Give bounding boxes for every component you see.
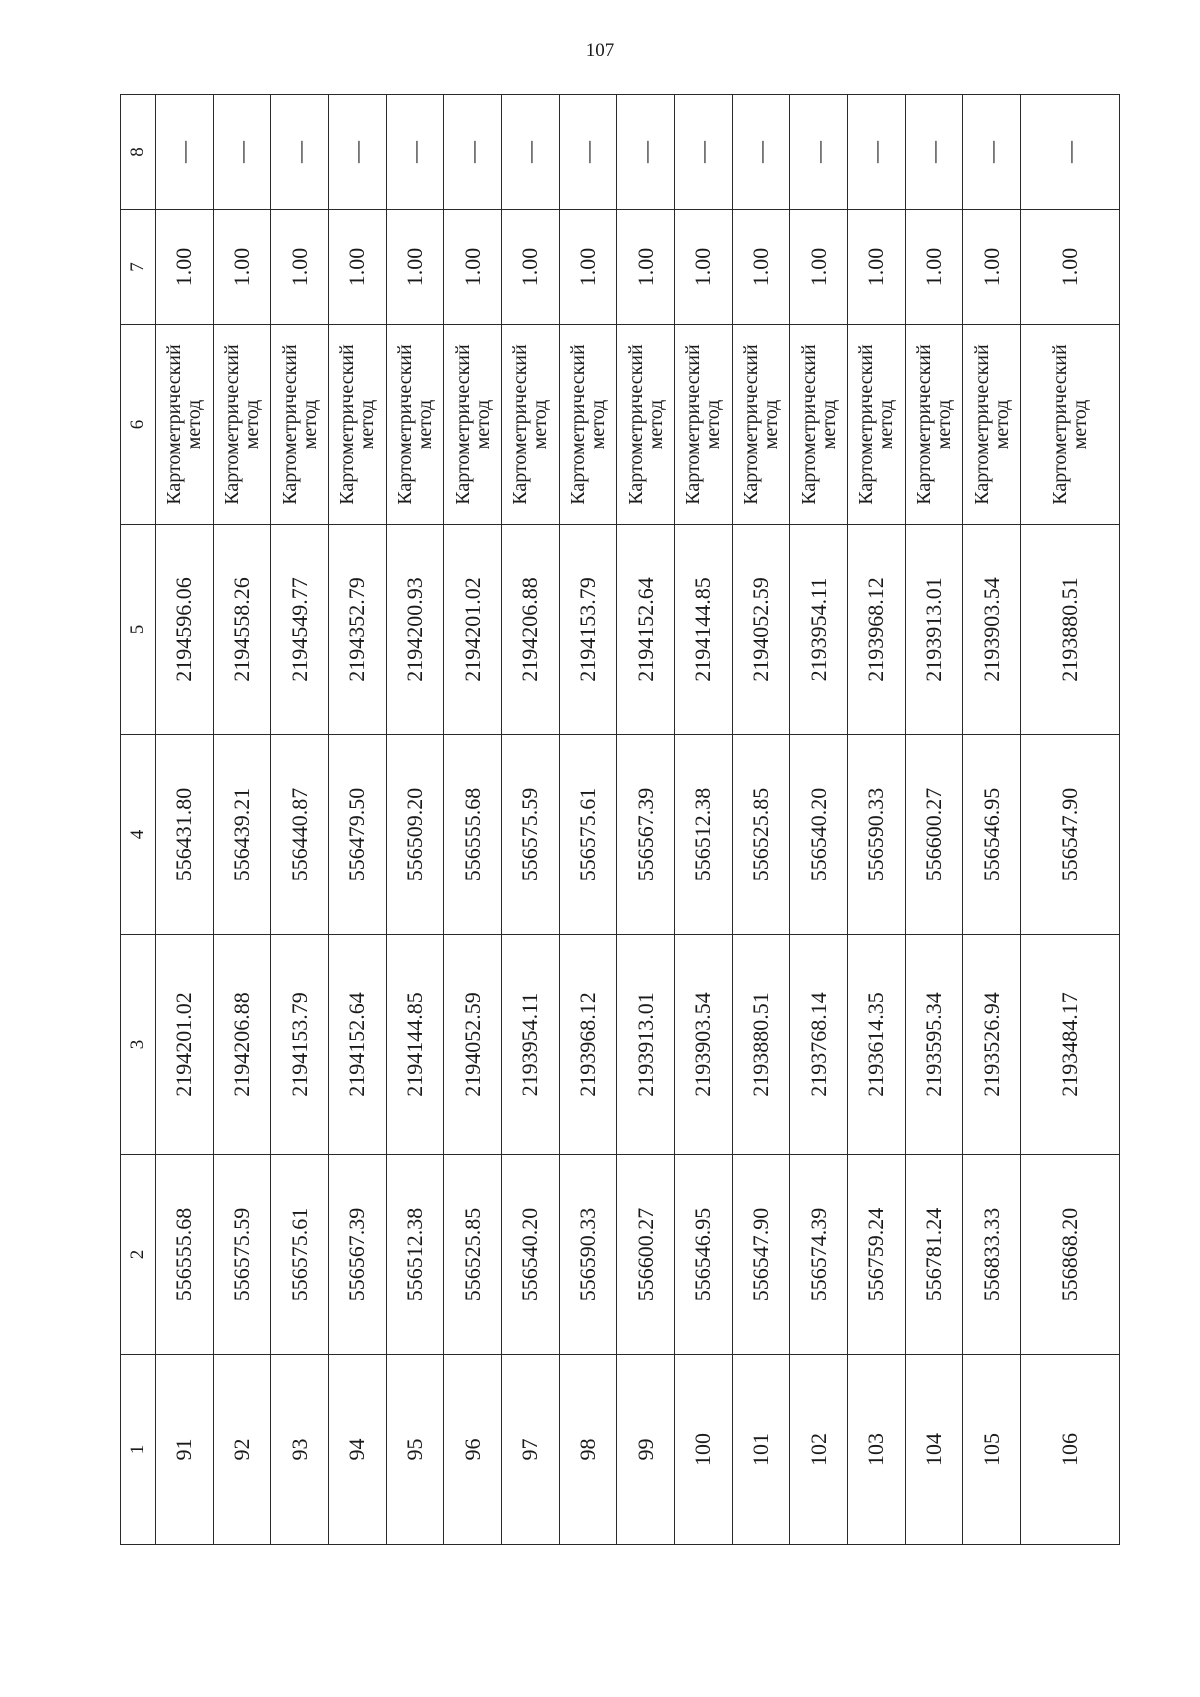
y-start-cell: 2193614.35 (847, 935, 905, 1155)
y-end-cell: 2193968.12 (847, 525, 905, 735)
y-start-cell: 2193954.11 (501, 935, 559, 1155)
note-cell: — (963, 95, 1021, 210)
table-row (386, 95, 444, 1545)
point-number-cell: 96 (444, 1355, 502, 1545)
method-line-2: метод (932, 399, 955, 450)
x-start-cell: 556547.90 (732, 1155, 790, 1355)
method-line-2: метод (356, 399, 379, 450)
x-start-cell: 556540.20 (501, 1155, 559, 1355)
method-cell (790, 325, 848, 525)
method-line-2: метод (990, 399, 1013, 450)
x-start-cell: 556512.38 (386, 1155, 444, 1355)
method-line-1: Картометрический (970, 344, 993, 505)
method-line-2: метод (413, 399, 436, 450)
method-line-2: метод (240, 399, 263, 450)
method-cell (213, 325, 271, 525)
x-end-cell: 556546.95 (963, 735, 1021, 935)
x-end-cell: 556431.80 (156, 735, 214, 935)
point-number-cell: 95 (386, 1355, 444, 1545)
y-start-cell: 2194152.64 (328, 935, 386, 1155)
accuracy-cell: 1.00 (1020, 210, 1119, 325)
point-number-cell: 98 (559, 1355, 617, 1545)
x-end-cell: 556567.39 (617, 735, 675, 935)
point-number-cell: 104 (905, 1355, 963, 1545)
page-number: 107 (585, 40, 615, 61)
method-cell (674, 325, 732, 525)
note-cell: — (617, 95, 675, 210)
method-line-1: Картометрический (855, 344, 878, 505)
x-end-cell: 556540.20 (790, 735, 848, 935)
x-end-cell: 556575.59 (501, 735, 559, 935)
note-cell: — (156, 95, 214, 210)
y-start-cell: 2193484.17 (1020, 935, 1119, 1155)
y-start-cell: 2194153.79 (271, 935, 329, 1155)
point-number-cell: 105 (963, 1355, 1021, 1545)
x-end-cell: 556547.90 (1020, 735, 1119, 935)
accuracy-cell: 1.00 (559, 210, 617, 325)
x-end-cell: 556509.20 (386, 735, 444, 935)
x-start-cell: 556759.24 (847, 1155, 905, 1355)
table-row (790, 95, 848, 1545)
x-end-cell: 556479.50 (328, 735, 386, 935)
x-start-cell: 556555.68 (156, 1155, 214, 1355)
point-number-cell: 99 (617, 1355, 675, 1545)
x-end-cell: 556525.85 (732, 735, 790, 935)
method-cell (1020, 325, 1119, 525)
method-line-2: метод (183, 399, 206, 450)
y-end-cell: 2194144.85 (674, 525, 732, 735)
method-line-1: Картометрический (451, 344, 474, 505)
method-line-1: Картометрический (393, 344, 416, 505)
method-line-1: Картометрический (1048, 344, 1071, 505)
accuracy-cell: 1.00 (674, 210, 732, 325)
x-end-cell: 556590.33 (847, 735, 905, 935)
method-cell (271, 325, 329, 525)
method-cell (963, 325, 1021, 525)
x-start-cell: 556525.85 (444, 1155, 502, 1355)
point-number-cell: 91 (156, 1355, 214, 1545)
x-end-cell: 556555.68 (444, 735, 502, 935)
method-cell (617, 325, 675, 525)
point-number-cell: 92 (213, 1355, 271, 1545)
table-row (617, 95, 675, 1545)
y-end-cell: 2194558.26 (213, 525, 271, 735)
method-line-2: метод (1068, 399, 1091, 450)
method-line-2: метод (298, 399, 321, 450)
y-end-cell: 2194549.77 (271, 525, 329, 735)
x-start-cell: 556781.24 (905, 1155, 963, 1355)
table-row (963, 95, 1021, 1545)
point-number-cell: 100 (674, 1355, 732, 1545)
point-number-cell: 106 (1020, 1355, 1119, 1545)
table-row (444, 95, 502, 1545)
y-end-cell: 2194352.79 (328, 525, 386, 735)
method-cell (328, 325, 386, 525)
table-body (156, 95, 1120, 1545)
method-line-2: метод (586, 399, 609, 450)
x-start-cell: 556574.39 (790, 1155, 848, 1355)
accuracy-cell: 1.00 (847, 210, 905, 325)
note-cell: — (501, 95, 559, 210)
header-cell-4: 4 (121, 735, 156, 935)
point-number-cell: 101 (732, 1355, 790, 1545)
y-end-cell: 2193913.01 (905, 525, 963, 735)
x-start-cell: 556833.33 (963, 1155, 1021, 1355)
method-cell (386, 325, 444, 525)
note-cell: — (674, 95, 732, 210)
method-line-2: метод (875, 399, 898, 450)
accuracy-cell: 1.00 (213, 210, 271, 325)
point-number-cell: 94 (328, 1355, 386, 1545)
y-start-cell: 2193768.14 (790, 935, 848, 1155)
point-number-cell: 93 (271, 1355, 329, 1545)
accuracy-cell: 1.00 (444, 210, 502, 325)
accuracy-cell: 1.00 (156, 210, 214, 325)
accuracy-cell: 1.00 (501, 210, 559, 325)
y-end-cell: 2194206.88 (501, 525, 559, 735)
method-cell (444, 325, 502, 525)
x-start-cell: 556567.39 (328, 1155, 386, 1355)
x-start-cell: 556575.61 (271, 1155, 329, 1355)
note-cell: — (328, 95, 386, 210)
y-start-cell: 2194052.59 (444, 935, 502, 1155)
accuracy-cell: 1.00 (386, 210, 444, 325)
table-row (732, 95, 790, 1545)
method-cell (847, 325, 905, 525)
method-line-2: метод (471, 399, 494, 450)
header-cell-5: 5 (121, 525, 156, 735)
y-end-cell: 2194200.93 (386, 525, 444, 735)
table-row (156, 95, 214, 1545)
method-cell (905, 325, 963, 525)
method-cell (156, 325, 214, 525)
accuracy-cell: 1.00 (963, 210, 1021, 325)
method-cell (732, 325, 790, 525)
accuracy-cell: 1.00 (790, 210, 848, 325)
header-row (121, 95, 156, 1545)
method-line-1: Картометрический (220, 344, 243, 505)
table-row (501, 95, 559, 1545)
y-end-cell: 2193903.54 (963, 525, 1021, 735)
table-row (847, 95, 905, 1545)
accuracy-cell: 1.00 (271, 210, 329, 325)
y-start-cell: 2193526.94 (963, 935, 1021, 1155)
method-line-2: метод (817, 399, 840, 450)
method-line-2: метод (759, 399, 782, 450)
method-line-1: Картометрический (566, 344, 589, 505)
x-start-cell: 556546.95 (674, 1155, 732, 1355)
method-line-1: Картометрический (278, 344, 301, 505)
note-cell: — (905, 95, 963, 210)
method-line-2: метод (529, 399, 552, 450)
y-start-cell: 2194201.02 (156, 935, 214, 1155)
header-cell-7: 7 (121, 210, 156, 325)
method-line-1: Картометрический (509, 344, 532, 505)
y-start-cell: 2194206.88 (213, 935, 271, 1155)
note-cell: — (1020, 95, 1119, 210)
accuracy-cell: 1.00 (617, 210, 675, 325)
note-cell: — (559, 95, 617, 210)
table-row (271, 95, 329, 1545)
method-line-1: Картометрический (163, 344, 186, 505)
x-end-cell: 556600.27 (905, 735, 963, 935)
table-row (559, 95, 617, 1545)
x-start-cell: 556600.27 (617, 1155, 675, 1355)
header-cell-3: 3 (121, 935, 156, 1155)
method-line-1: Картометрический (624, 344, 647, 505)
method-line-2: метод (644, 399, 667, 450)
rotated-table-wrapper (120, 95, 1120, 1545)
accuracy-cell: 1.00 (732, 210, 790, 325)
table-row (674, 95, 732, 1545)
note-cell: — (386, 95, 444, 210)
coordinates-table (120, 94, 1120, 1545)
point-number-cell: 102 (790, 1355, 848, 1545)
note-cell: — (271, 95, 329, 210)
header-cell-8: 8 (121, 95, 156, 210)
note-cell: — (790, 95, 848, 210)
method-line-1: Картометрический (739, 344, 762, 505)
point-number-cell: 97 (501, 1355, 559, 1545)
method-line-1: Картометрический (797, 344, 820, 505)
coordinates-table-frame (120, 95, 1120, 1545)
y-end-cell: 2193880.51 (1020, 525, 1119, 735)
table-row (1020, 95, 1119, 1545)
x-start-cell: 556868.20 (1020, 1155, 1119, 1355)
table-row (213, 95, 271, 1545)
y-end-cell: 2194596.06 (156, 525, 214, 735)
y-start-cell: 2193968.12 (559, 935, 617, 1155)
method-line-1: Картометрический (682, 344, 705, 505)
y-end-cell: 2194152.64 (617, 525, 675, 735)
note-cell: — (213, 95, 271, 210)
table-row (328, 95, 386, 1545)
y-end-cell: 2193954.11 (790, 525, 848, 735)
method-line-2: метод (702, 399, 725, 450)
y-start-cell: 2193903.54 (674, 935, 732, 1155)
method-cell (559, 325, 617, 525)
x-start-cell: 556575.59 (213, 1155, 271, 1355)
y-start-cell: 2193595.34 (905, 935, 963, 1155)
x-end-cell: 556512.38 (674, 735, 732, 935)
accuracy-cell: 1.00 (328, 210, 386, 325)
y-end-cell: 2194052.59 (732, 525, 790, 735)
x-start-cell: 556590.33 (559, 1155, 617, 1355)
accuracy-cell: 1.00 (905, 210, 963, 325)
table-row (905, 95, 963, 1545)
method-line-1: Картометрический (336, 344, 359, 505)
x-end-cell: 556440.87 (271, 735, 329, 935)
method-line-1: Картометрический (912, 344, 935, 505)
header-cell-6: 6 (121, 325, 156, 525)
header-cell-1: 1 (121, 1355, 156, 1545)
method-cell (501, 325, 559, 525)
y-end-cell: 2194201.02 (444, 525, 502, 735)
x-end-cell: 556439.21 (213, 735, 271, 935)
y-start-cell: 2193880.51 (732, 935, 790, 1155)
note-cell: — (444, 95, 502, 210)
x-end-cell: 556575.61 (559, 735, 617, 935)
y-start-cell: 2194144.85 (386, 935, 444, 1155)
y-start-cell: 2193913.01 (617, 935, 675, 1155)
note-cell: — (847, 95, 905, 210)
note-cell: — (732, 95, 790, 210)
y-end-cell: 2194153.79 (559, 525, 617, 735)
point-number-cell: 103 (847, 1355, 905, 1545)
header-cell-2: 2 (121, 1155, 156, 1355)
